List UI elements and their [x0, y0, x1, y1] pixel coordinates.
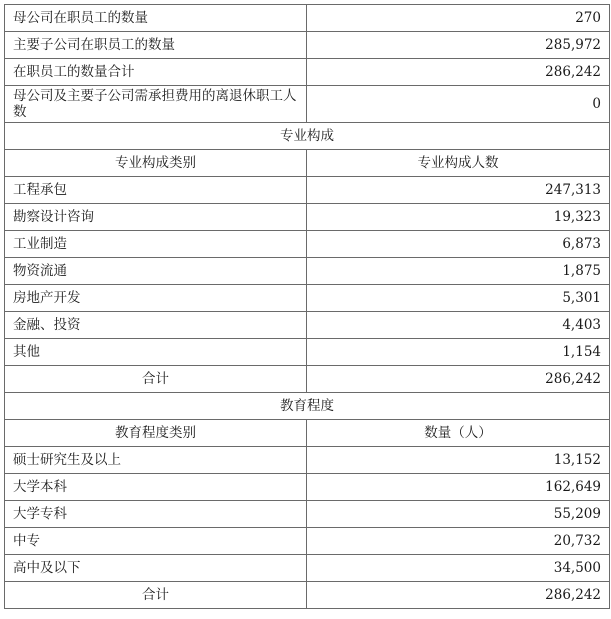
professional-row-value: 4,403: [307, 312, 610, 339]
education-total-label: 合计: [5, 582, 307, 609]
education-row-label: 高中及以下: [5, 555, 307, 582]
education-row-label: 硕士研究生及以上: [5, 447, 307, 474]
education-row-value: 55,209: [307, 501, 610, 528]
table-row: [5, 177, 610, 204]
table-row: [5, 447, 610, 474]
education-row-value: 13,152: [307, 447, 610, 474]
professional-row-value: 19,323: [307, 204, 610, 231]
table-row: [5, 285, 610, 312]
professional-row-value: 6,873: [307, 231, 610, 258]
professional-row-value: 1,875: [307, 258, 610, 285]
table-total-row: [5, 366, 610, 393]
table-row: [5, 501, 610, 528]
retired-staff-label: 母公司及主要子公司需承担费用的离退休职工人数: [5, 86, 307, 123]
professional-row-value: 5,301: [307, 285, 610, 312]
table-header-row: [5, 150, 610, 177]
professional-category-header: 专业构成类别: [5, 150, 307, 177]
education-row-label: 大学专科: [5, 501, 307, 528]
table-row: [5, 59, 610, 86]
education-total-value: 286,242: [307, 582, 610, 609]
subsidiary-staff-label: 主要子公司在职员工的数量: [5, 32, 307, 59]
table-row: [5, 204, 610, 231]
table-row: [5, 258, 610, 285]
table-row: [5, 339, 610, 366]
table-row: [5, 393, 610, 420]
professional-row-label: 房地产开发: [5, 285, 307, 312]
table-total-row: [5, 582, 610, 609]
professional-count-header: 专业构成人数: [307, 150, 610, 177]
professional-row-label: 工程承包: [5, 177, 307, 204]
education-category-header: 教育程度类别: [5, 420, 307, 447]
education-row-label: 中专: [5, 528, 307, 555]
parent-staff-value: 270: [307, 5, 610, 32]
table-row: [5, 231, 610, 258]
professional-row-label: 物资流通: [5, 258, 307, 285]
employee-statistics-table: [4, 4, 610, 609]
education-section-title: 教育程度: [5, 393, 610, 420]
table-header-row: [5, 420, 610, 447]
education-row-label: 大学本科: [5, 474, 307, 501]
subsidiary-staff-value: 285,972: [307, 32, 610, 59]
professional-row-label: 勘察设计咨询: [5, 204, 307, 231]
education-count-header: 数量（人）: [307, 420, 610, 447]
professional-row-value: 247,313: [307, 177, 610, 204]
table-row: [5, 555, 610, 582]
professional-row-label: 金融、投资: [5, 312, 307, 339]
table-row: [5, 5, 610, 32]
table-row: [5, 32, 610, 59]
parent-staff-label: 母公司在职员工的数量: [5, 5, 307, 32]
table-row: [5, 528, 610, 555]
table-row: [5, 123, 610, 150]
professional-row-label: 工业制造: [5, 231, 307, 258]
education-row-value: 162,649: [307, 474, 610, 501]
employee-table-container: [4, 4, 609, 609]
education-row-value: 34,500: [307, 555, 610, 582]
professional-total-label: 合计: [5, 366, 307, 393]
retired-staff-value: 0: [307, 86, 610, 123]
total-staff-value: 286,242: [307, 59, 610, 86]
professional-section-title: 专业构成: [5, 123, 610, 150]
table-row: [5, 474, 610, 501]
total-staff-label: 在职员工的数量合计: [5, 59, 307, 86]
professional-row-value: 1,154: [307, 339, 610, 366]
table-row: [5, 86, 610, 123]
education-row-value: 20,732: [307, 528, 610, 555]
professional-total-value: 286,242: [307, 366, 610, 393]
professional-row-label: 其他: [5, 339, 307, 366]
table-row: [5, 312, 610, 339]
